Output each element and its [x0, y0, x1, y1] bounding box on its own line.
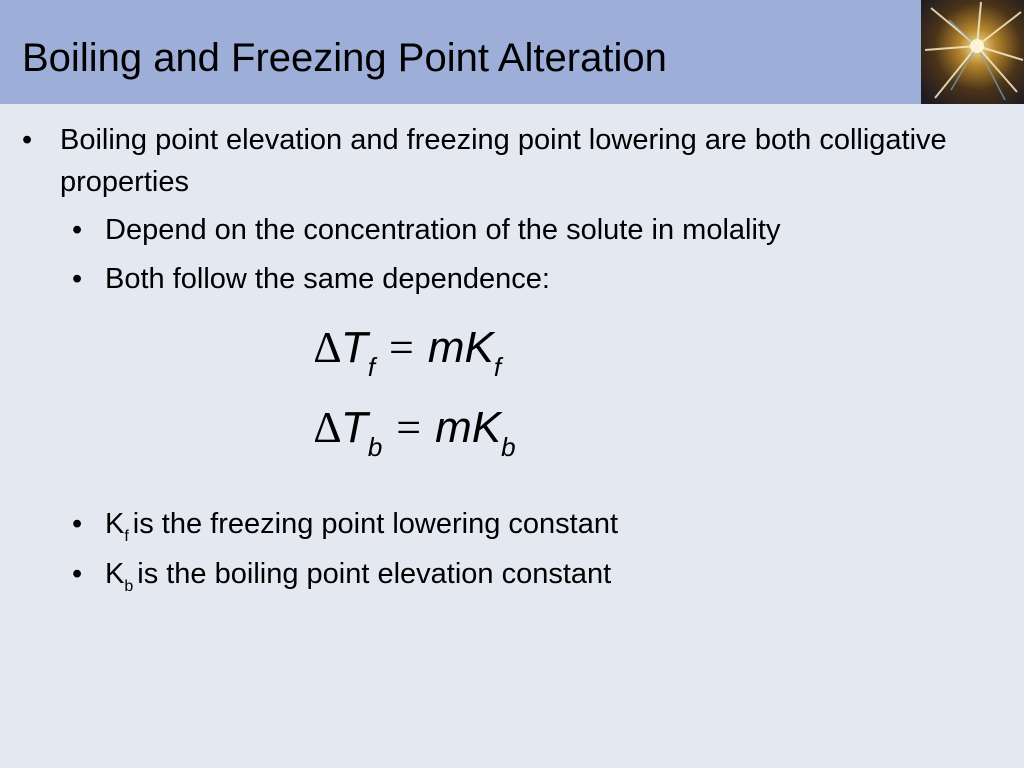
kf-description: is the freezing point lowering constant	[132, 508, 619, 540]
equals-sign: =	[396, 403, 422, 452]
delta-symbol: ∆	[314, 403, 341, 452]
eq-lhs-var: T	[340, 323, 368, 372]
eq-rhs-var: mK	[435, 403, 502, 452]
kb-subscript: b	[124, 578, 134, 595]
bullet-dot: •	[72, 558, 83, 590]
delta-symbol: ∆	[314, 323, 341, 372]
bullet-text: Both follow the same dependence:	[105, 263, 550, 295]
eq-rhs-sub: f	[493, 352, 502, 382]
eq-rhs-sub: b	[501, 432, 516, 462]
bullet-kb	[72, 553, 972, 600]
eq-lhs-var: T	[340, 403, 368, 452]
bullet-dot: •	[72, 508, 83, 540]
equation-freezing	[314, 322, 502, 382]
kf-subscript: f	[124, 528, 129, 545]
crystal-photo-svg	[921, 0, 1024, 104]
bullet-text: Boiling point elevation and freezing point lowering are both colligative properties	[60, 124, 947, 198]
eq-lhs-sub: b	[367, 432, 383, 462]
slide-title: Boiling and Freezing Point Alteration	[22, 36, 667, 80]
bullet-text	[105, 553, 972, 600]
bullet-dependence	[72, 258, 972, 300]
kb-symbol: K	[105, 558, 125, 590]
bullet-kf	[72, 503, 972, 550]
bullet-dot: •	[72, 263, 83, 295]
equation-boiling	[314, 402, 516, 462]
bullet-text: Depend on the concentration of the solute in molality	[105, 214, 781, 246]
equals-sign: =	[389, 323, 414, 372]
eq-rhs-var: mK	[427, 323, 494, 372]
title-bar	[0, 0, 921, 104]
crystal-photo-icon	[921, 0, 1024, 104]
bullet-molality	[72, 209, 972, 251]
kf-symbol: K	[105, 508, 125, 540]
bullet-dot: •	[22, 124, 33, 156]
bullet-dot: •	[72, 214, 83, 246]
eq-lhs-sub: f	[367, 352, 376, 382]
bullet-colligative	[22, 119, 982, 203]
kb-description: is the boiling point elevation constant	[137, 558, 612, 590]
bullet-text	[105, 503, 972, 550]
